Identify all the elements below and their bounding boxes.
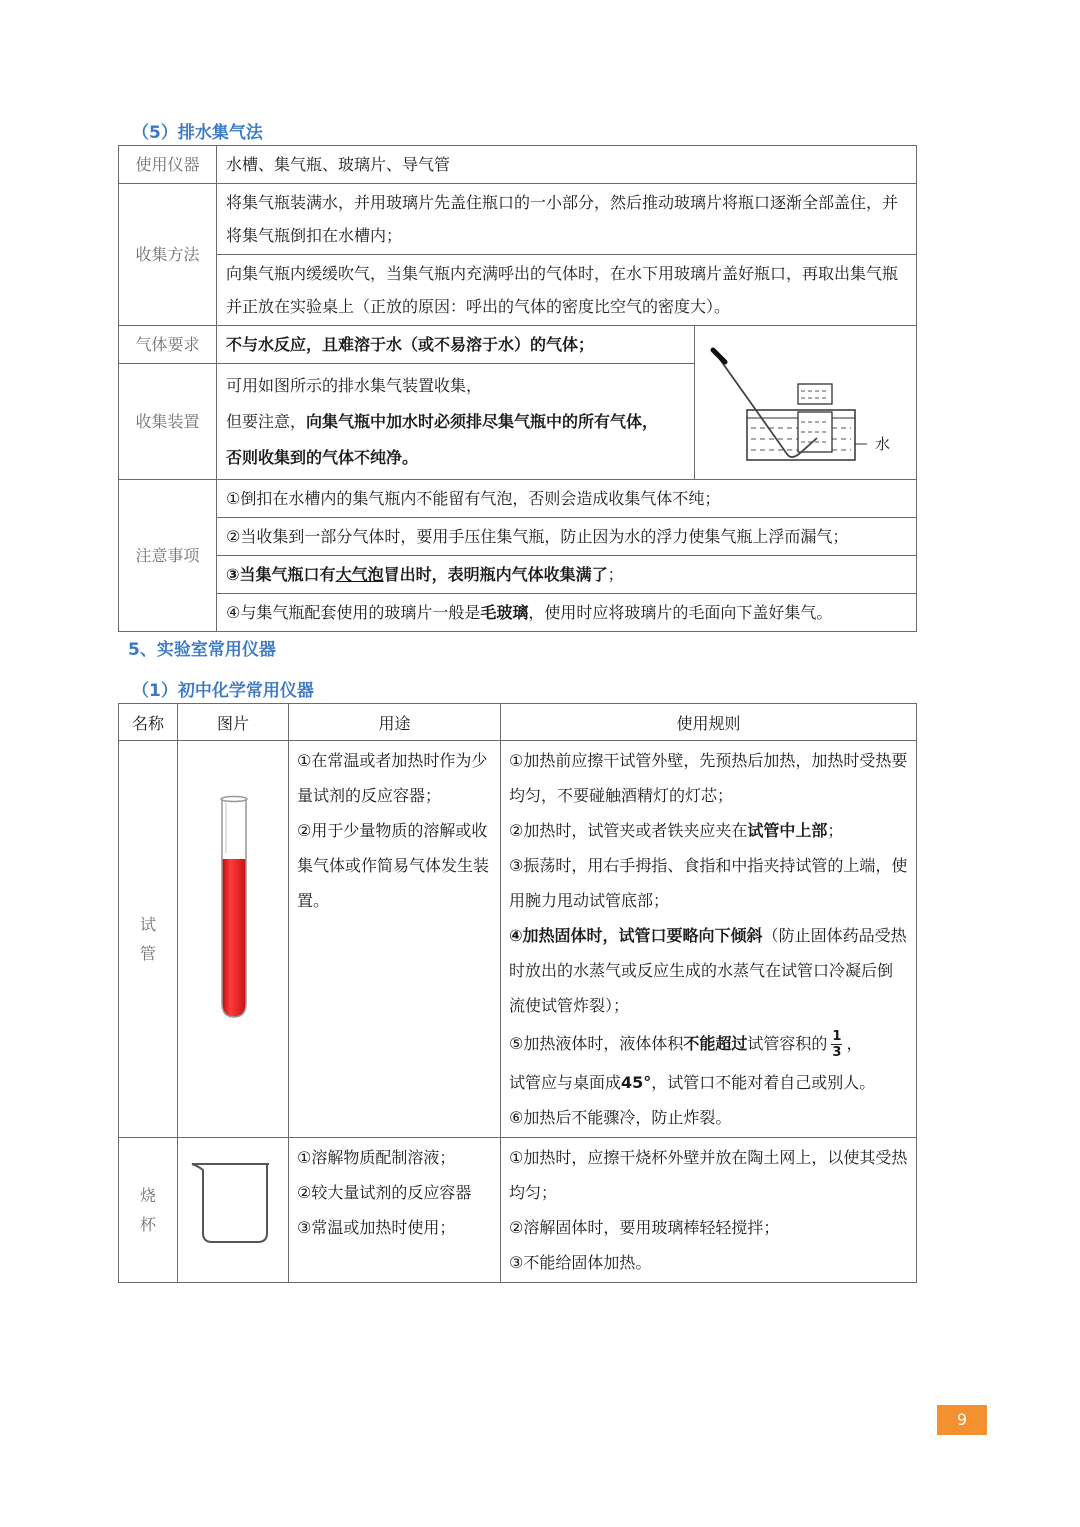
line: 可用如图所示的排水集气装置收集， [226, 375, 483, 395]
fraction-one-third: $\frac{1}{3}$ [832, 1029, 842, 1060]
water-label: 水 [875, 434, 891, 453]
instrument-rules: ①加热时，应擦干烧杯外壁并放在陶土网上，以使其受热均匀； ②溶解固体时，要用玻璃棒轻轻搅拌； ③不能给固体加热。 [501, 1138, 917, 1283]
instrument-rules: ①加热前应擦干试管外壁，先预热后加热，加热时受热要均匀，不要碰触酒精灯的灯芯； ②加热时，试管夹或者铁夹应夹在试管中上部； ③振荡时，用右手拇指、食指和中指夹持试管的上端，使用腕力甩动试管底部； ④加热固体时，试管口要略向下倾斜（防止固体药品受热时放出的水蒸气或反应生成的水蒸气在试管口冷凝后倒流使试管炸裂）； ⑤加热液体时，液体体积不能超过试管容积的 $\frac{1}{3}$ ， 试管应与桌面成45°，试管口不能对着自己或别人。 ⑥加热后不能骤冷，防止炸裂。 [501, 741, 917, 1138]
instrument-name: 烧 杯 [119, 1138, 178, 1283]
table-row [119, 480, 917, 518]
instrument-picture [178, 741, 289, 1138]
table-row [119, 326, 917, 364]
table-row [119, 594, 917, 632]
section-title-instruments: 5、实验室常用仪器 [128, 640, 276, 660]
cell-text: ②当收集到一部分气体时，要用手压住集气瓶，防止因为水的浮力使集气瓶上浮而漏气； [217, 518, 917, 556]
rubber-tube [713, 350, 725, 362]
header-picture: 图片 [178, 704, 289, 741]
row-label: 使用仪器 [119, 146, 217, 184]
instrument-use: ①在常温或者加热时作为少量试剂的反应容器； ②用于少量物质的溶解或收集气体或作简易气体发生装置。 [289, 741, 501, 1138]
page-number-badge: 9 [937, 1405, 987, 1435]
cell-text: 水槽、集气瓶、玻璃片、导气管 [217, 146, 917, 184]
subsection-title-common-instruments: （1）初中化学常用仪器 [132, 681, 314, 701]
table-header-row [119, 704, 917, 741]
instrument-picture [178, 1138, 289, 1283]
row-label: 注意事项 [119, 480, 217, 632]
instruments-table [118, 703, 917, 1283]
header-use: 用途 [289, 704, 501, 741]
header-name: 名称 [119, 704, 178, 741]
beaker-image [178, 1138, 288, 1248]
row-label: 收集方法 [119, 184, 217, 326]
header-rules: 使用规则 [501, 704, 917, 741]
table-row-beaker [119, 1138, 917, 1283]
beaker-body [192, 1164, 267, 1242]
line: 但要注意，向集气瓶中加水时必须排尽集气瓶中的所有气体， [226, 411, 659, 431]
table-row [119, 184, 917, 255]
row-label: 气体要求 [119, 326, 217, 364]
row-label: 收集装置 [119, 364, 217, 480]
gas-bottle-top [798, 384, 832, 404]
test-tube-image [178, 741, 288, 1021]
cell-text: ①倒扣在水槽内的集气瓶内不能留有气泡，否则会造成收集气体不纯； [217, 480, 917, 518]
drainage-method-table [118, 145, 917, 632]
apparatus-figure-cell [695, 326, 917, 480]
table-row [119, 255, 917, 326]
cell-text: 不与水反应，且难溶于水（或不易溶于水）的气体； [217, 326, 695, 364]
liquid [222, 859, 246, 1017]
table-row [119, 556, 917, 594]
line: 否则收集到的气体不纯净。 [226, 447, 419, 467]
cell-text: ③当集气瓶口有大气泡冒出时，表明瓶内气体收集满了； [217, 556, 917, 594]
instrument-name: 试 管 [119, 741, 178, 1138]
instrument-use: ①溶解物质配制溶液； ②较大量试剂的反应容器 ③常温或加热时使用； [289, 1138, 501, 1283]
table-row-test-tube [119, 741, 917, 1138]
table-row [119, 146, 917, 184]
table-row [119, 518, 917, 556]
subsection-title-drainage: （5）排水集气法 [132, 123, 263, 143]
tube-mouth [221, 797, 247, 802]
cell-text [217, 364, 695, 480]
cell-text: ④与集气瓶配套使用的玻璃片一般是毛玻璃，使用时应将玻璃片的毛面向下盖好集气。 [217, 594, 917, 632]
cell-text: 将集气瓶装满水，并用玻璃片先盖住瓶口的一小部分，然后推动玻璃片将瓶口逐渐全部盖住，并将集气瓶倒扣在水槽内； [217, 184, 917, 255]
cell-text: 向集气瓶内缓缓吹气，当集气瓶内充满呼出的气体时，在水下用玻璃片盖好瓶口，再取出集气瓶并正放在实验桌上（正放的原因：呼出的气体的密度比空气的密度大）。 [217, 255, 917, 326]
drainage-apparatus-diagram [695, 328, 915, 478]
